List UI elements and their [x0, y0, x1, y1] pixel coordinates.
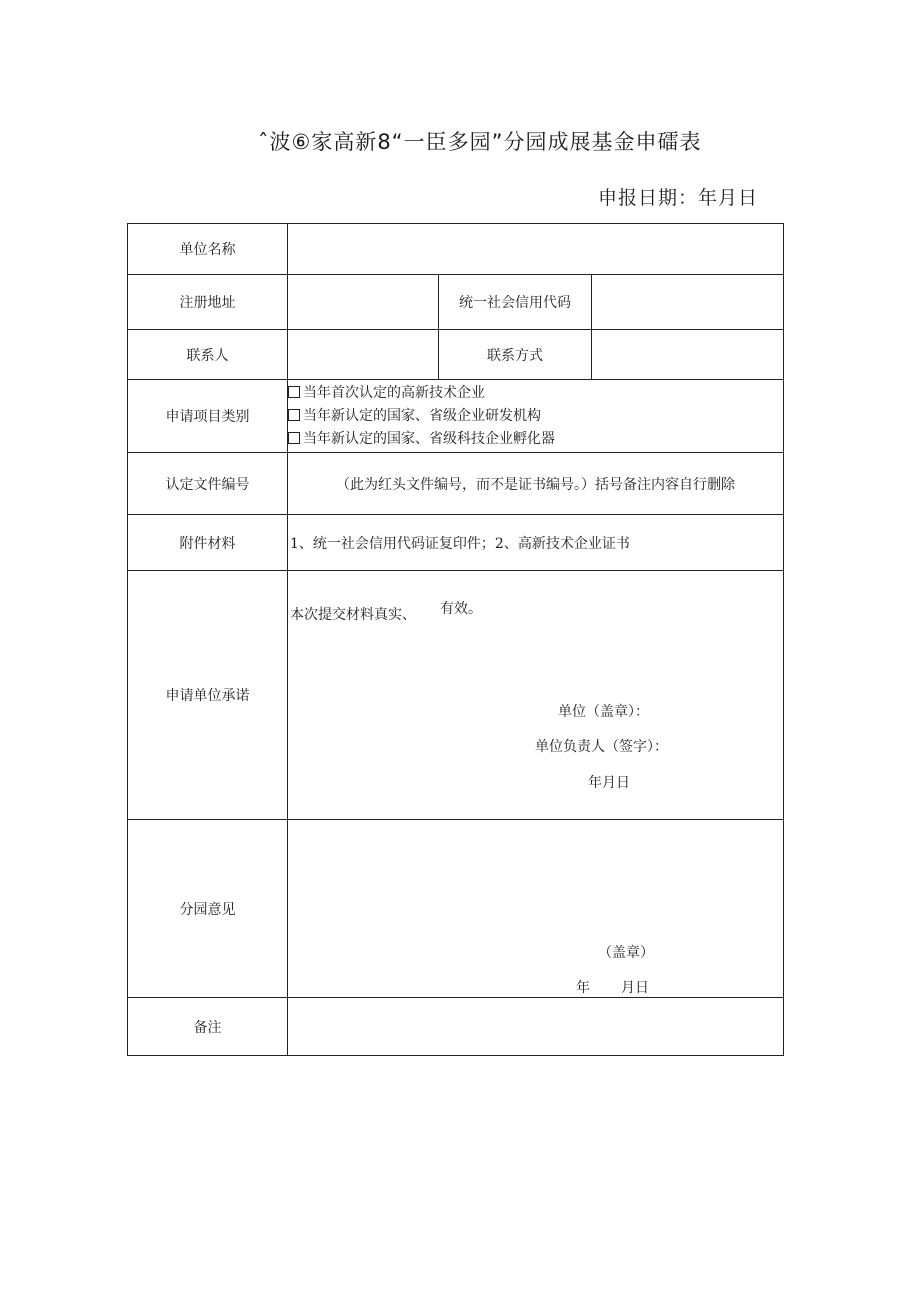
- row-doc-number: [128, 453, 784, 515]
- unit-name-value[interactable]: [288, 224, 784, 275]
- commitment-statement-b: 有效。: [440, 601, 482, 617]
- unit-seal-label: 单位（盖章）：: [558, 704, 649, 720]
- attachments-label: 附件材料: [128, 515, 288, 571]
- credit-code-label: 统一社会信用代码: [439, 275, 592, 330]
- credit-code-value[interactable]: [592, 275, 784, 330]
- unit-leader-sign-label: 单位负责人（签字）：: [535, 739, 668, 755]
- remarks-value[interactable]: [288, 998, 784, 1056]
- category-options: [288, 380, 784, 453]
- doc-number-label: 认定文件编号: [128, 453, 288, 515]
- remarks-label: 备注: [128, 998, 288, 1056]
- row-contact: [128, 330, 784, 380]
- commitment-date: 年月日: [588, 775, 630, 791]
- form-title: ˆ波⑥家高新8“一臣多园”分园成展基金申礌表: [258, 130, 702, 154]
- category-label: 申请项目类别: [128, 380, 288, 453]
- contact-value[interactable]: [288, 330, 439, 380]
- contact-method-value[interactable]: [592, 330, 784, 380]
- row-unit-name: [128, 224, 784, 275]
- commitment-statement-a: 本次提交材料真实、: [290, 607, 416, 623]
- address-label: 注册地址: [128, 275, 288, 330]
- unit-name-label: 单位名称: [128, 224, 288, 275]
- category-option-label: 当年新认定的国家、省级科技企业孵化器: [303, 430, 555, 447]
- category-option[interactable]: [288, 405, 783, 428]
- checkbox-icon[interactable]: [288, 409, 300, 421]
- park-seal-label: （盖章）: [598, 945, 654, 961]
- contact-label: 联系人: [128, 330, 288, 380]
- contact-method-label: 联系方式: [439, 330, 592, 380]
- park-opinion-content: [288, 820, 784, 998]
- park-opinion-month-day: 月日: [621, 980, 649, 996]
- row-commitment: [128, 571, 784, 820]
- row-address: [128, 275, 784, 330]
- category-option-label: 当年首次认定的高新技术企业: [303, 384, 485, 401]
- address-value[interactable]: [288, 275, 439, 330]
- row-park-opinion: [128, 820, 784, 998]
- park-opinion-year: 年: [576, 980, 590, 996]
- checkbox-icon[interactable]: [288, 432, 300, 444]
- row-attachments: [128, 515, 784, 571]
- doc-number-value[interactable]: （此为红头文件编号，而不是证书编号。）括号备注内容自行删除: [288, 453, 784, 515]
- category-option[interactable]: [288, 428, 783, 451]
- row-category: [128, 380, 784, 453]
- application-form-table: [127, 223, 784, 1056]
- attachments-value[interactable]: 1、统一社会信用代码证复印件；2、高新技术企业证书: [288, 515, 784, 571]
- category-option[interactable]: [288, 382, 783, 405]
- checkbox-icon[interactable]: [288, 386, 300, 398]
- category-option-label: 当年新认定的国家、省级企业研发机构: [303, 407, 541, 424]
- commitment-label: 申请单位承诺: [128, 571, 288, 820]
- row-remarks: [128, 998, 784, 1056]
- report-date: 申报日期：年月日: [598, 187, 759, 209]
- park-opinion-label: 分园意见: [128, 820, 288, 998]
- commitment-content: [288, 571, 784, 820]
